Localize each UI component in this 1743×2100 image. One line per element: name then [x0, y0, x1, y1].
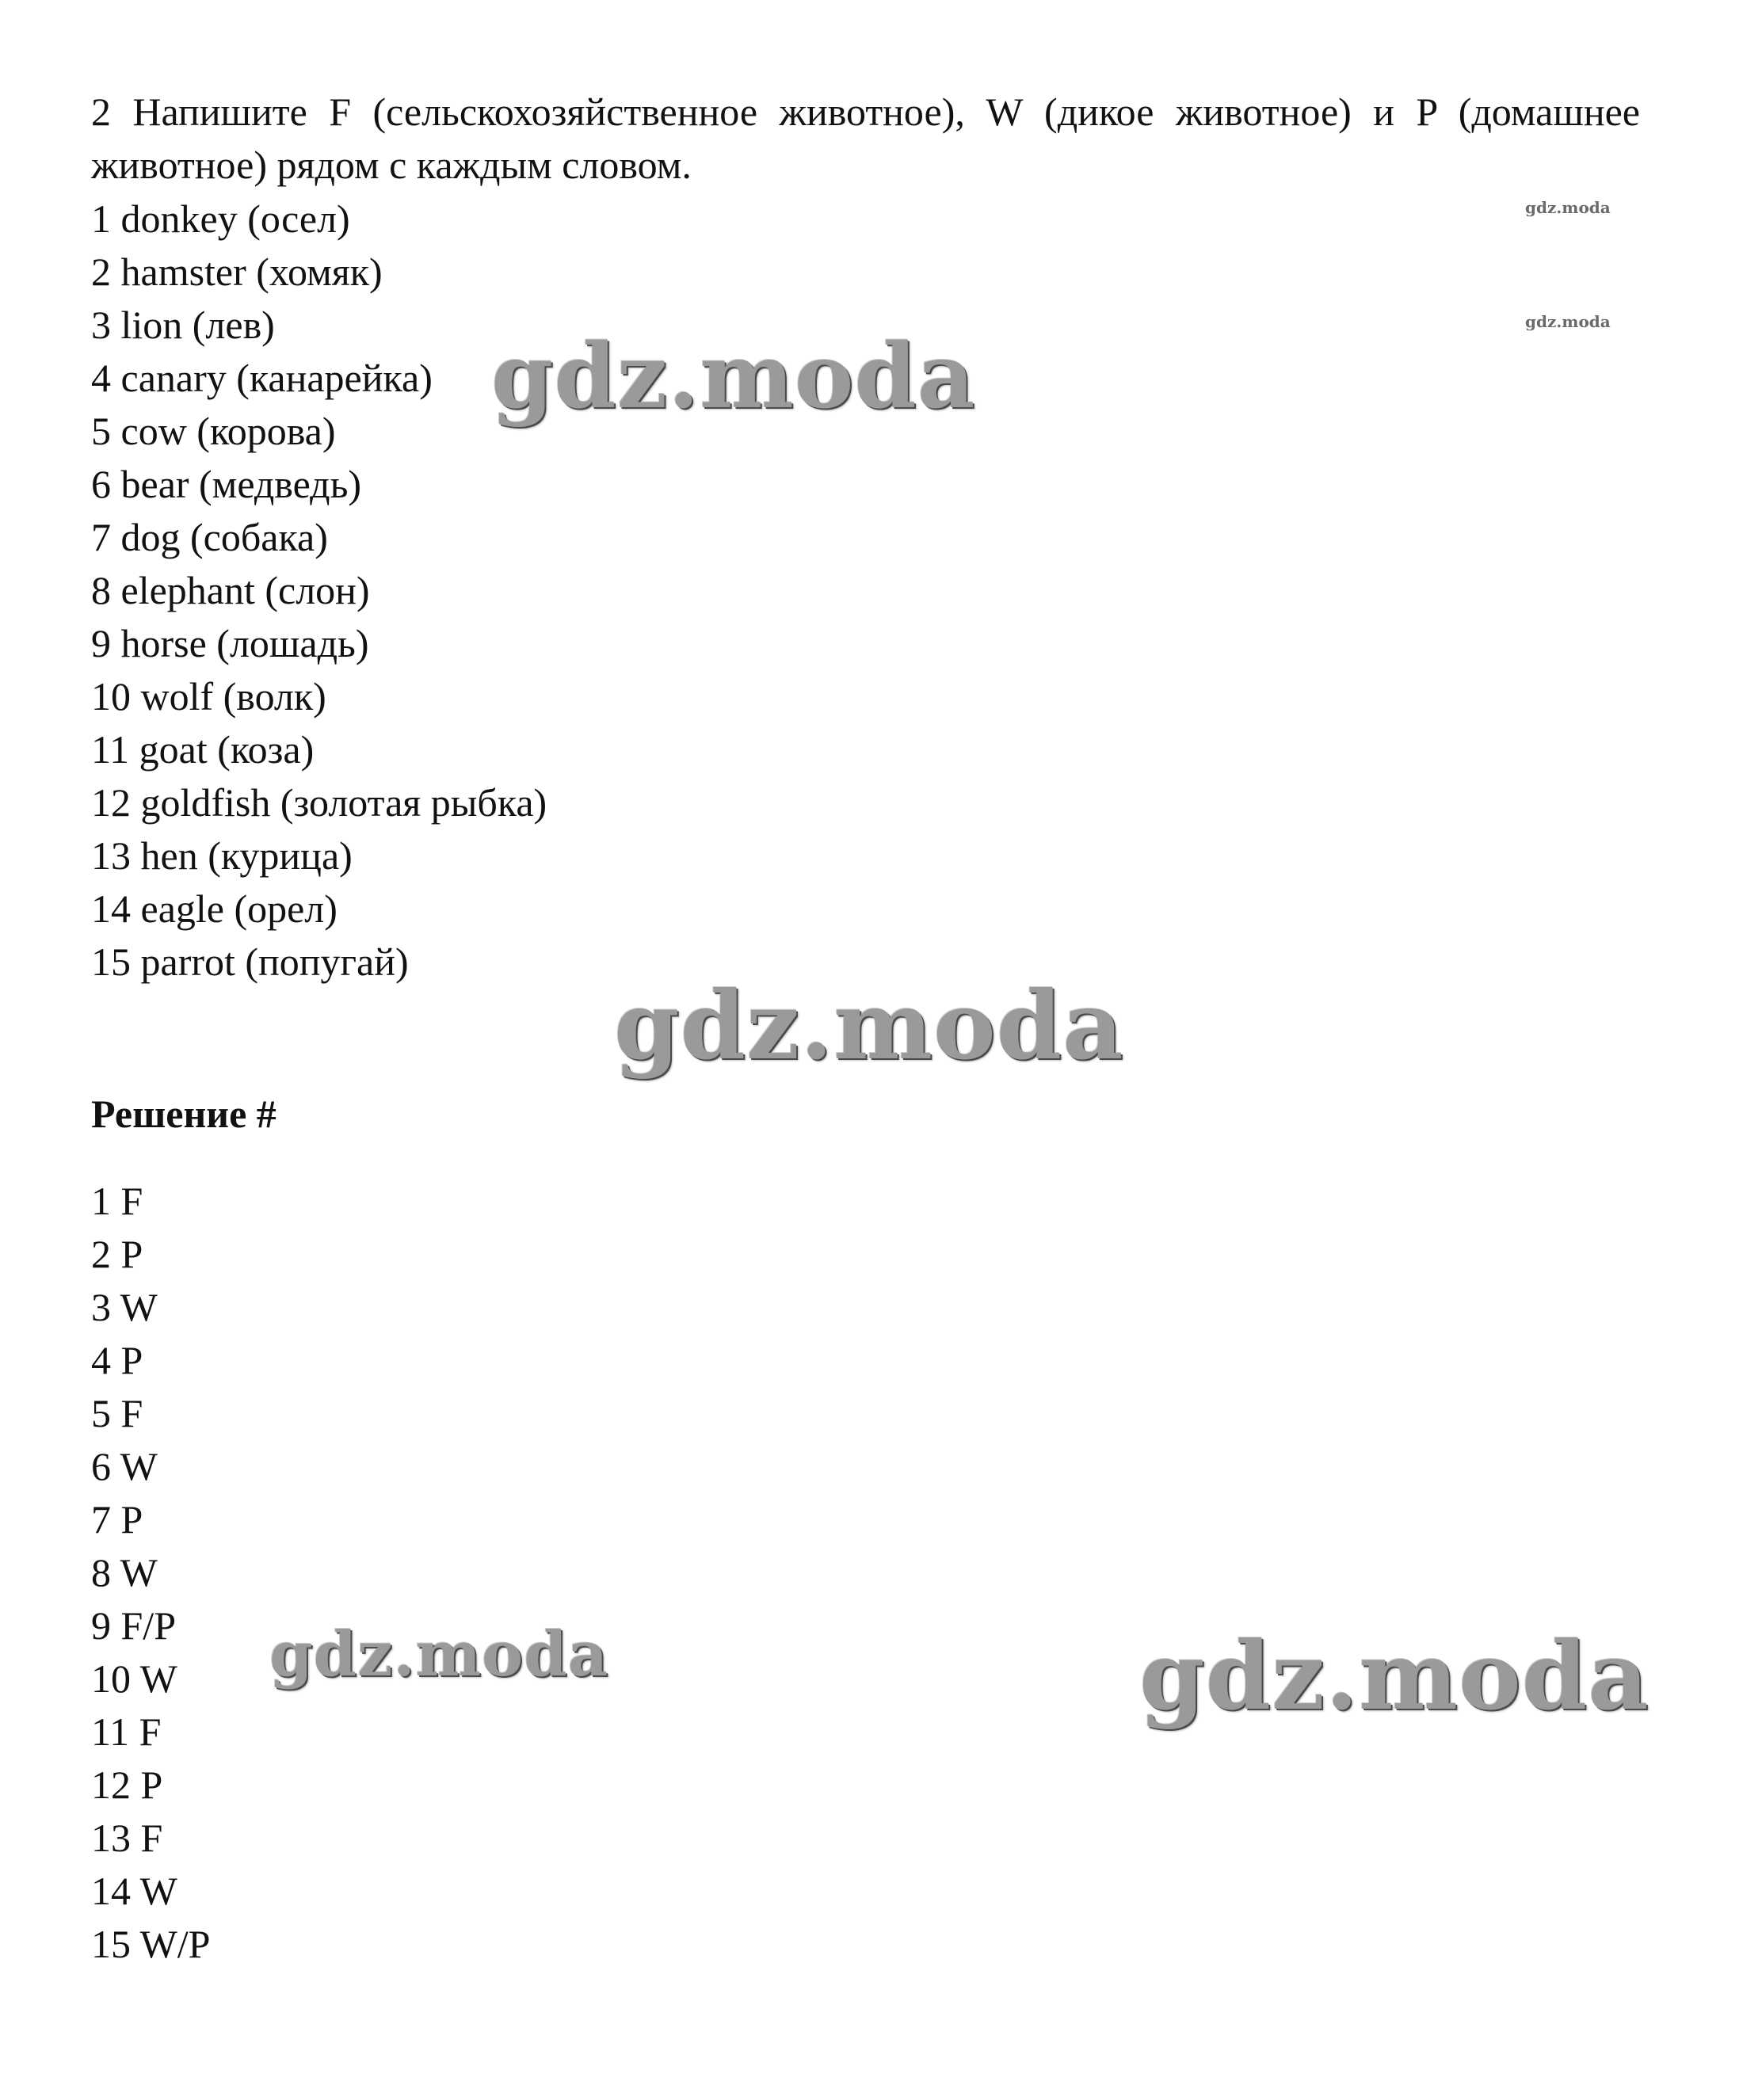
task-item: 15 parrot (попугай): [91, 939, 409, 984]
watermark-small: gdz.moda: [1525, 198, 1611, 217]
task-item: 13 hen (курица): [91, 833, 353, 878]
task-item: 1 donkey (осел): [91, 196, 350, 241]
task-item: 4 canary (канарейка): [91, 356, 433, 400]
task-item: 14 eagle (орел): [91, 886, 338, 931]
task-item: 8 elephant (слон): [91, 568, 370, 612]
watermark-small: gdz.moda: [1525, 312, 1611, 331]
answer-item: 2 P: [91, 1232, 143, 1276]
task-item: 9 horse (лошадь): [91, 621, 369, 665]
answer-item: 1 F: [91, 1179, 143, 1223]
answer-item: 10 W: [91, 1656, 177, 1701]
watermark-large: gdz.moda: [269, 1618, 609, 1690]
answer-item: 3 W: [91, 1285, 158, 1329]
answer-item: 14 W: [91, 1869, 177, 1913]
answer-item: 11 F: [91, 1709, 162, 1754]
task-item: 5 cow (корова): [91, 409, 336, 453]
task-item: 3 lion (лев): [91, 303, 275, 347]
answer-item: 4 P: [91, 1338, 143, 1382]
solution-title: Решение #: [91, 1092, 277, 1136]
answer-item: 7 P: [91, 1497, 143, 1542]
task-header: 2 Напишите F (сельскохозяйственное животное), W (дикое животное) и P (домашнее животное) рядом с каждым словом.: [91, 90, 1640, 187]
answer-item: 15 W/P: [91, 1922, 211, 1966]
answer-item: 12 P: [91, 1763, 163, 1807]
answer-item: 8 W: [91, 1550, 158, 1595]
answer-item: 5 F: [91, 1391, 143, 1435]
answer-item: 9 F/P: [91, 1603, 177, 1648]
watermark-large: gdz.moda: [491, 325, 976, 429]
task-item: 12 goldfish (золотая рыбка): [91, 780, 547, 825]
answer-item: 13 F: [91, 1816, 163, 1860]
watermark-large: gdz.moda: [614, 970, 1124, 1080]
task-item: 7 dog (собака): [91, 515, 328, 559]
task-item: 2 hamster (хомяк): [91, 250, 383, 294]
task-item: 6 bear (медведь): [91, 462, 362, 506]
watermark-large: gdz.moda: [1139, 1621, 1650, 1731]
task-item: 11 goat (коза): [91, 727, 315, 772]
task-item: 10 wolf (волк): [91, 674, 326, 718]
answer-item: 6 W: [91, 1444, 158, 1488]
